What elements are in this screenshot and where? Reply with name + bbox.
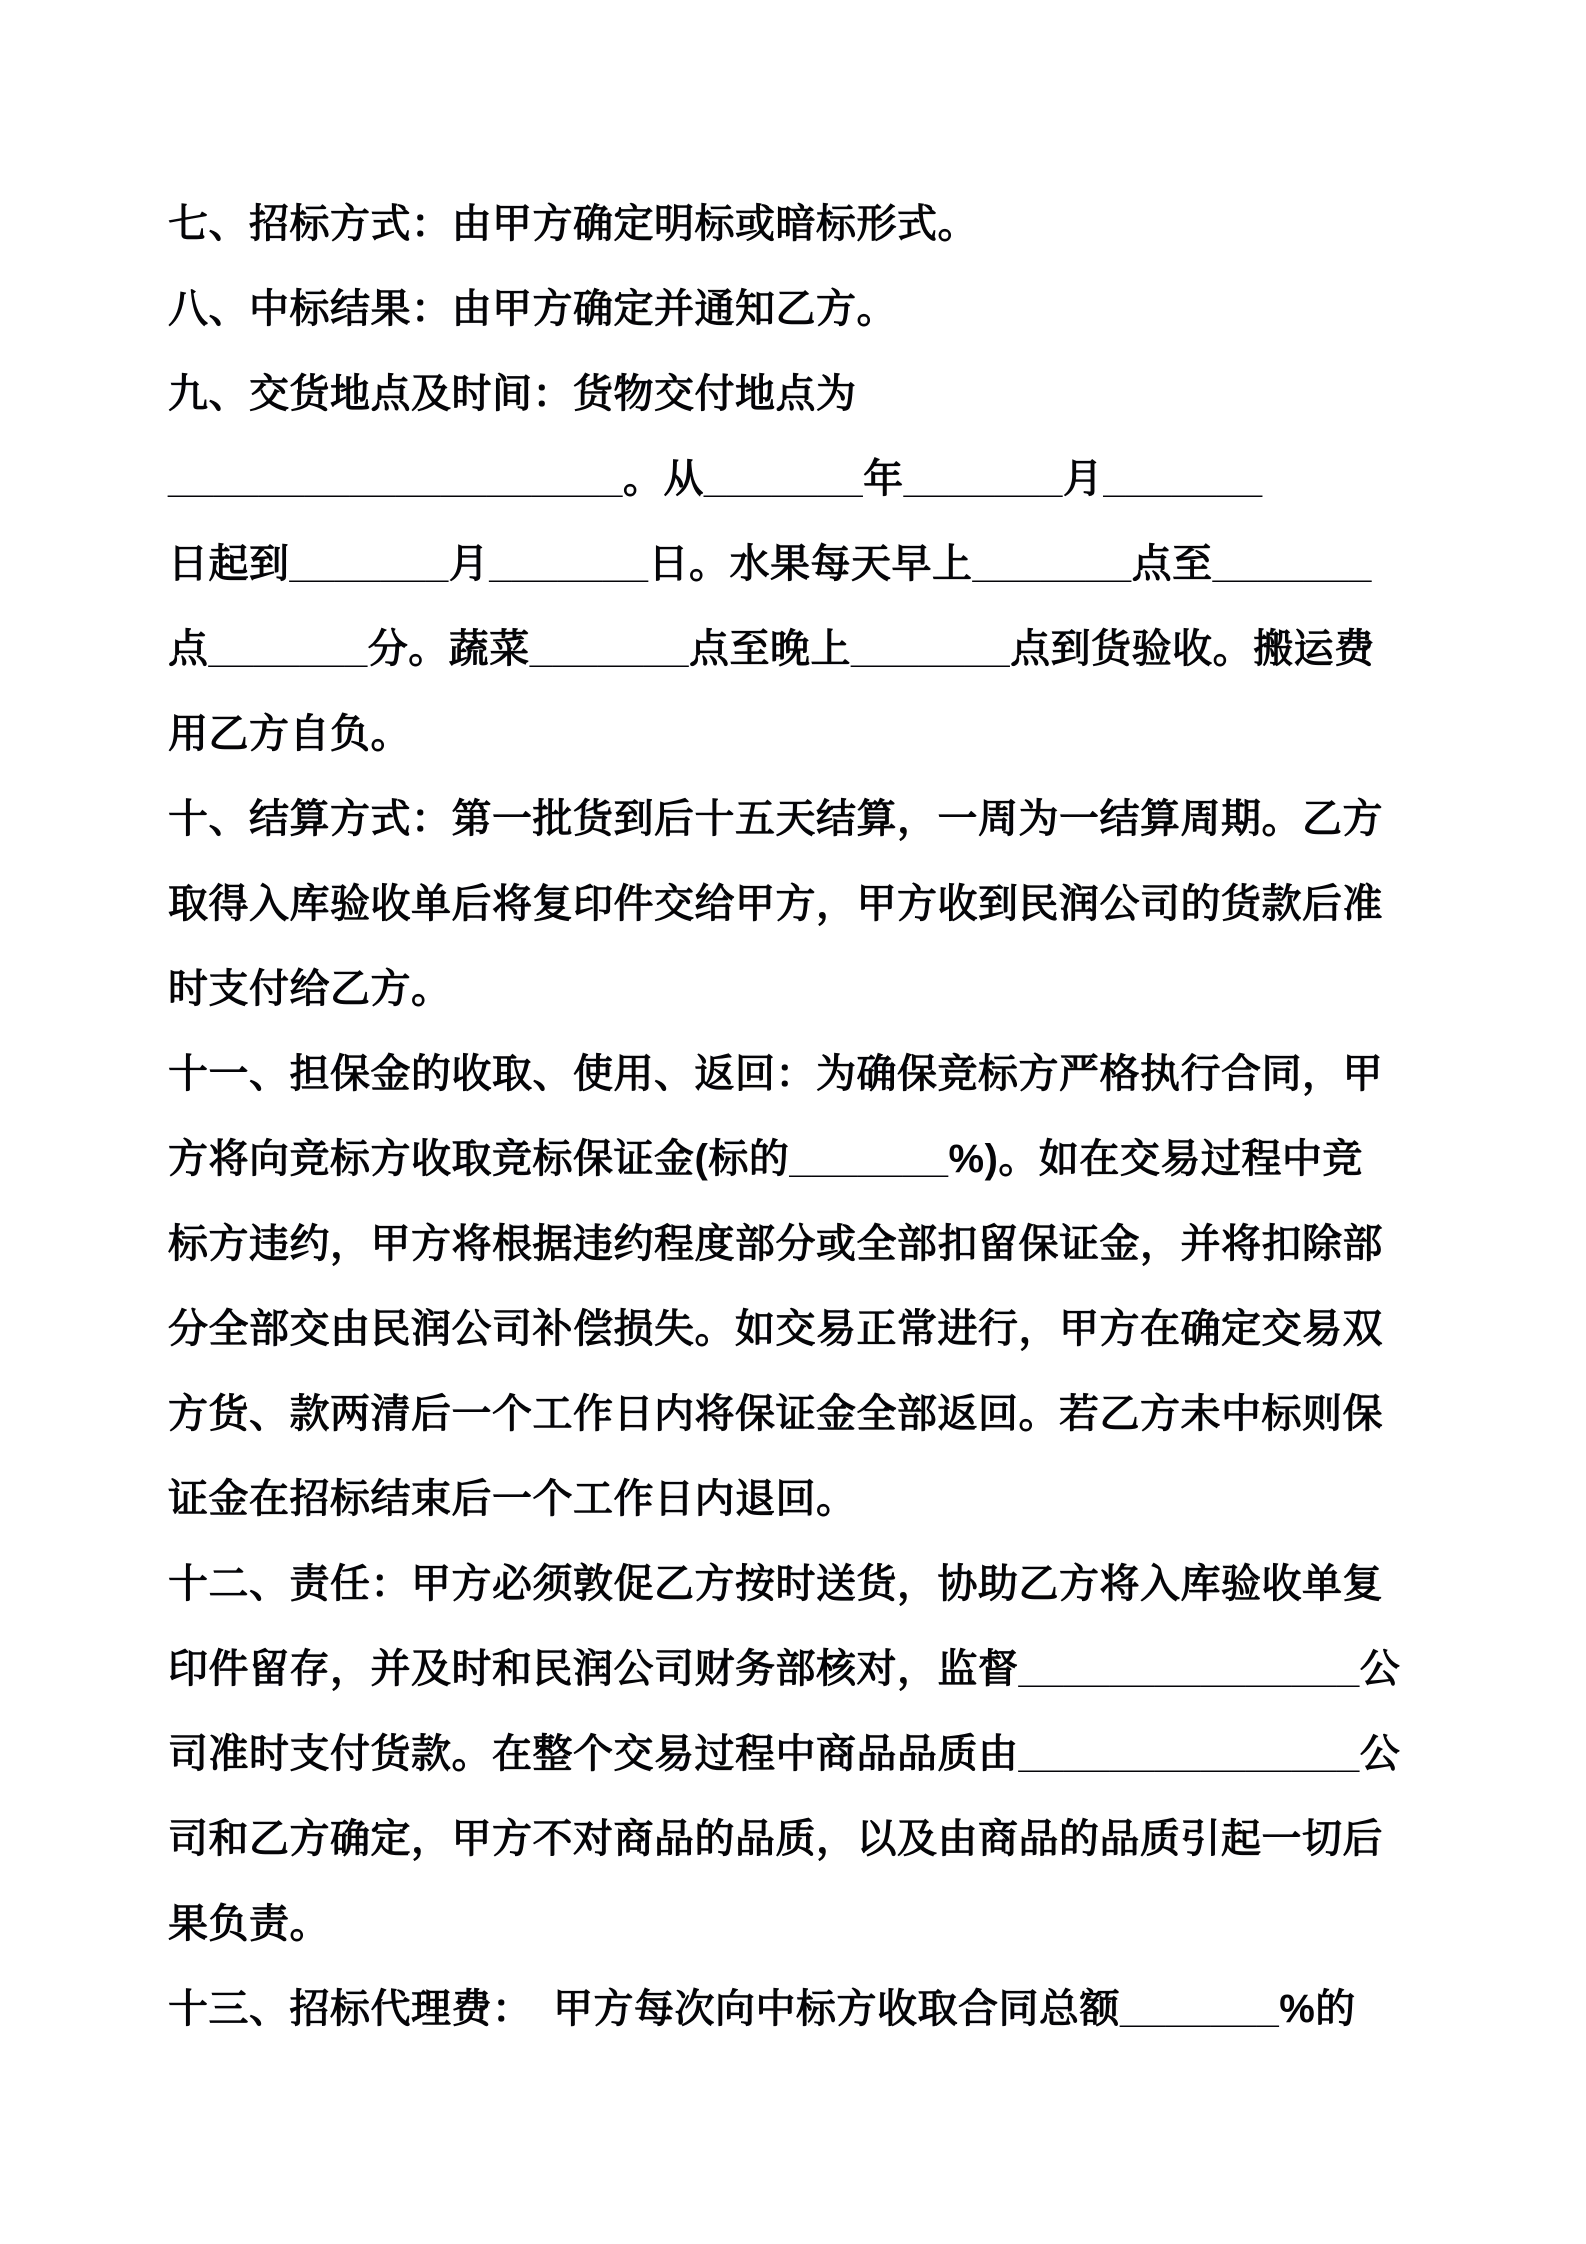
document-line-blank-fill: ____________________。从_______年_______月_______ bbox=[168, 457, 1263, 501]
document-line-clause-12: 十二、责任：甲方必须敦促乙方按时送货，协助乙方将入库验收单复 bbox=[168, 1562, 1383, 1606]
document-line: 方将向竞标方收取竞标保证金(标的_______%)。如在交易过程中竞 bbox=[168, 1137, 1363, 1181]
document-line: 用乙方自负。 bbox=[168, 712, 411, 756]
document-line: 证金在招标结束后一个工作日内退回。 bbox=[168, 1477, 857, 1521]
document-line: 时支付给乙方。 bbox=[168, 967, 452, 1011]
document-line: 日起到_______月_______日。水果每天早上_______点至_______ bbox=[168, 542, 1372, 586]
document-line: 点_______分。蔬菜_______点至晚上_______点到货验收。搬运费 bbox=[168, 627, 1375, 671]
document-line-clause-9: 九、交货地点及时间：货物交付地点为 bbox=[168, 372, 857, 416]
document-line-clause-13: 十三、招标代理费： 甲方每次向中标方收取合同总额_______%的 bbox=[168, 1987, 1356, 2031]
document-line: 取得入库验收单后将复印件交给甲方，甲方收到民润公司的货款后准 bbox=[168, 882, 1383, 926]
document-line-clause-11: 十一、担保金的收取、使用、返回：为确保竞标方严格执行合同，甲 bbox=[168, 1052, 1383, 1096]
document-line-clause-7: 七、招标方式：由甲方确定明标或暗标形式。 bbox=[168, 202, 978, 246]
document-line: 标方违约，甲方将根据违约程度部分或全部扣留保证金，并将扣除部 bbox=[168, 1222, 1383, 1266]
document-line-clause-8: 八、中标结果：由甲方确定并通知乙方。 bbox=[168, 287, 897, 331]
document-line: 印件留存，并及时和民润公司财务部核对，监督_______________公 bbox=[168, 1647, 1401, 1691]
document-line: 司准时支付货款。在整个交易过程中商品品质由_______________公 bbox=[168, 1732, 1401, 1776]
document-line: 分全部交由民润公司补偿损失。如交易正常进行，甲方在确定交易双 bbox=[168, 1307, 1383, 1351]
document-line: 果负责。 bbox=[168, 1902, 330, 1946]
document-line-clause-10: 十、结算方式：第一批货到后十五天结算，一周为一结算周期。乙方 bbox=[168, 797, 1383, 841]
document-line: 司和乙方确定，甲方不对商品的品质，以及由商品的品质引起一切后 bbox=[168, 1817, 1383, 1861]
document-line: 方货、款两清后一个工作日内将保证金全部返回。若乙方未中标则保 bbox=[168, 1392, 1383, 1436]
document-body bbox=[168, 182, 1428, 2052]
